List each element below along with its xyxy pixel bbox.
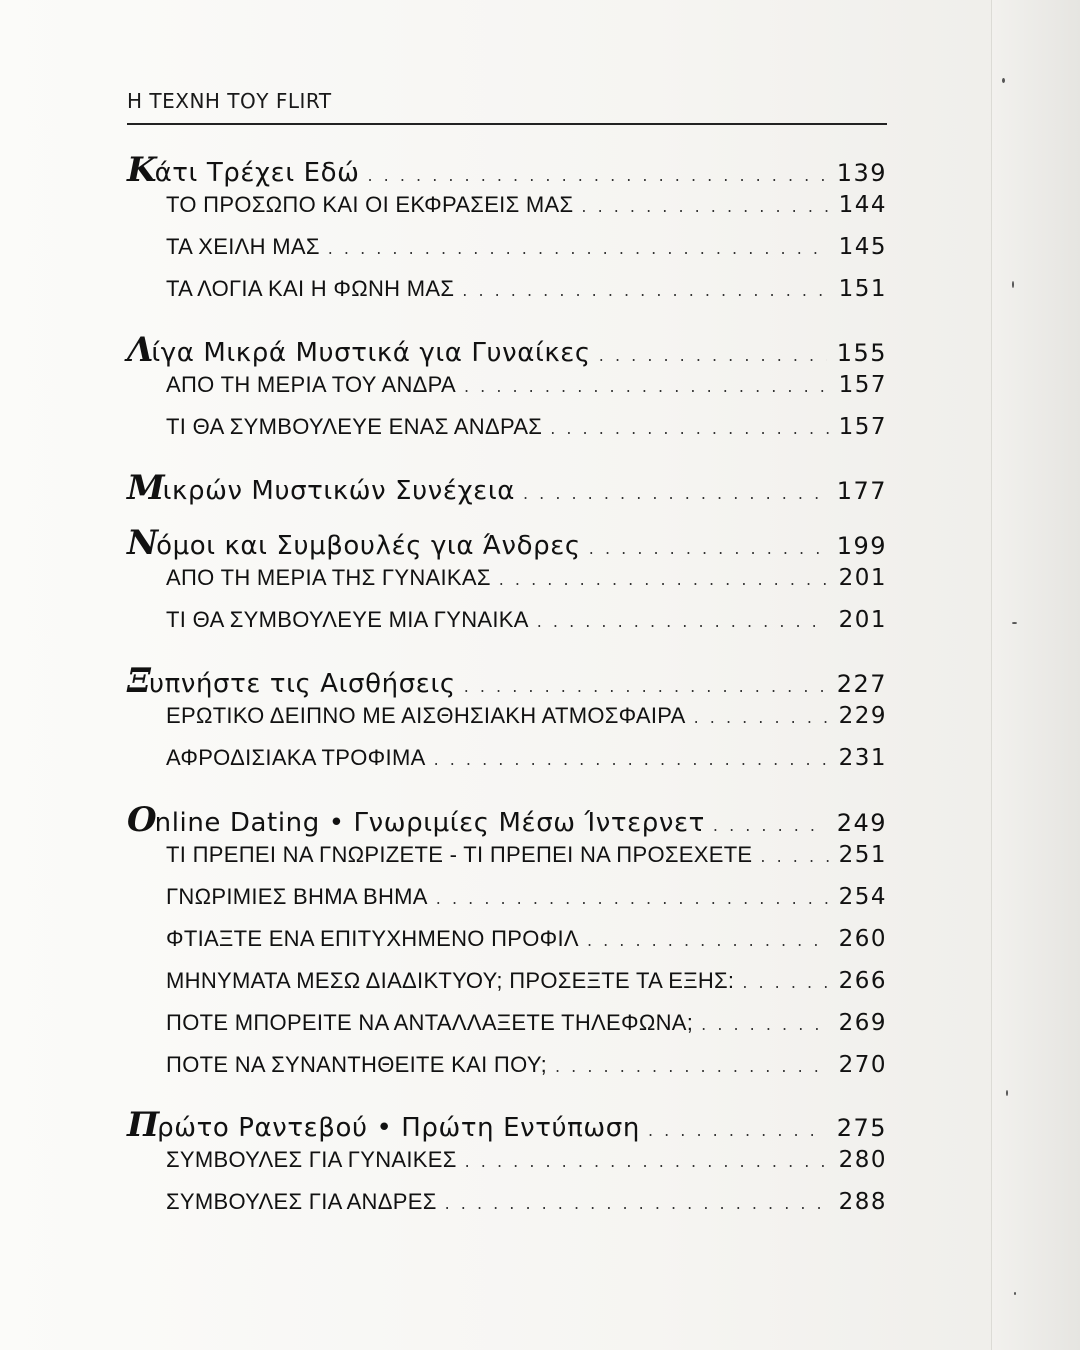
section-title: ΣΥΜΒΟΥΛΕΣ ΓΙΑ ΓΥΝΑΙΚΕΣ bbox=[166, 1147, 457, 1172]
dot-leader bbox=[465, 1152, 829, 1171]
page-number: 229 bbox=[838, 703, 887, 729]
chapter-title bbox=[127, 1105, 640, 1145]
page-number: 249 bbox=[836, 809, 887, 837]
toc-section-entry bbox=[166, 192, 887, 232]
toc-section-entry bbox=[166, 234, 887, 274]
chapter-title bbox=[127, 150, 360, 190]
page-number: 288 bbox=[838, 1189, 887, 1215]
dot-leader bbox=[589, 539, 827, 558]
toc-section-entry bbox=[166, 372, 887, 412]
chapter-initial-letter: O bbox=[127, 800, 155, 840]
section-title: ΕΡΩΤΙΚΟ ΔΕΙΠΝΟ ΜΕ ΑΙΣΘΗΣΙΑΚΗ ΑΤΜΟΣΦΑΙΡΑ bbox=[166, 703, 686, 728]
chapter-title-text: ικρών Μυστικών Συνέχεια bbox=[162, 476, 515, 506]
section-title: ΤΟ ΠΡΟΣΩΠΟ ΚΑΙ ΟΙ ΕΚΦΡΑΣΕΙΣ ΜΑΣ bbox=[166, 192, 574, 217]
chapter-title bbox=[127, 468, 515, 508]
chapter-title-text: άτι Τρέχει Εδώ bbox=[154, 158, 360, 188]
toc-section-entry bbox=[166, 565, 887, 605]
chapter-initial-letter: Λ bbox=[127, 330, 152, 370]
section-title: ΤΙ ΘΑ ΣΥΜΒΟΥΛΕΥΕ ΜΙΑ ΓΥΝΑΙΚΑ bbox=[166, 607, 529, 632]
chapter-title-text: nline Dating • Γνωριμίες Μέσω Ίντερνετ bbox=[154, 808, 705, 838]
toc-section-entry bbox=[166, 968, 887, 1008]
page-number: 231 bbox=[838, 745, 887, 771]
page-number: 266 bbox=[838, 968, 887, 994]
page-number: 144 bbox=[838, 192, 887, 218]
dot-leader bbox=[555, 1057, 829, 1076]
page-number: 280 bbox=[838, 1147, 887, 1173]
page-number: 201 bbox=[838, 607, 887, 633]
toc-section-entry bbox=[166, 842, 887, 882]
section-title: ΓΝΩΡΙΜΙΕΣ ΒΗΜΑ ΒΗΜΑ bbox=[166, 884, 428, 909]
chapter-initial-letter: Μ bbox=[127, 468, 163, 508]
dot-leader bbox=[436, 889, 829, 908]
toc-section-entry bbox=[166, 926, 887, 966]
dot-leader bbox=[694, 708, 829, 727]
page-number: 139 bbox=[836, 159, 887, 187]
chapter-title bbox=[127, 661, 456, 701]
running-head: Η ΤΕΧΝΗ ΤΟΥ FLIRT bbox=[127, 89, 332, 113]
section-title: ΑΠΟ ΤΗ ΜΕΡΙΑ ΤΟΥ ΑΝΔΡΑ bbox=[166, 372, 456, 397]
page-number: 254 bbox=[838, 884, 887, 910]
toc-section-entry bbox=[166, 607, 887, 647]
dot-leader bbox=[464, 377, 829, 396]
page-number: 201 bbox=[838, 565, 887, 591]
chapter-title-text: ρώτο Ραντεβού • Πρώτη Εντύπωση bbox=[157, 1113, 640, 1143]
chapter-title bbox=[127, 330, 591, 370]
toc-chapter-entry bbox=[127, 1105, 887, 1145]
toc-chapter-entry bbox=[127, 330, 887, 370]
toc-section-entry bbox=[166, 1010, 887, 1050]
dot-leader bbox=[581, 197, 828, 216]
dot-leader bbox=[760, 847, 828, 866]
dot-leader bbox=[499, 570, 829, 589]
dot-leader bbox=[464, 677, 827, 696]
dot-leader bbox=[713, 816, 827, 835]
toc-chapter-entry bbox=[127, 468, 887, 508]
page-number: 157 bbox=[838, 414, 887, 440]
chapter-initial-letter: Κ bbox=[127, 150, 155, 190]
dot-leader bbox=[742, 973, 828, 992]
section-title: ΣΥΜΒΟΥΛΕΣ ΓΙΑ ΑΝΔΡΕΣ bbox=[166, 1189, 437, 1214]
chapter-initial-letter: Π bbox=[127, 1105, 158, 1145]
scan-speck bbox=[1006, 1090, 1008, 1096]
dot-leader bbox=[434, 750, 829, 769]
section-title: ΠΟΤΕ ΜΠΟΡΕΙΤΕ ΝΑ ΑΝΤΑΛΛΑΞΕΤΕ ΤΗΛΕΦΩΝΑ; bbox=[166, 1010, 694, 1035]
chapter-title-text: όμοι και Συμβουλές για Άνδρες bbox=[156, 531, 581, 561]
dot-leader bbox=[701, 1015, 828, 1034]
section-title: ΦΤΙΑΞΤΕ ΕΝΑ ΕΠΙΤΥΧΗΜΕΝΟ ΠΡΟΦΙΛ bbox=[166, 926, 579, 951]
toc-section-entry bbox=[166, 1052, 887, 1092]
chapter-title-text: ίγα Μικρά Μυστικά για Γυναίκες bbox=[151, 338, 591, 368]
toc-section-entry bbox=[166, 703, 887, 743]
toc-chapter-entry bbox=[127, 150, 887, 190]
dot-leader bbox=[550, 419, 828, 438]
chapter-initial-letter: Ν bbox=[127, 523, 157, 563]
scan-speck bbox=[1002, 78, 1005, 83]
toc-chapter-entry bbox=[127, 523, 887, 563]
chapter-title bbox=[127, 523, 581, 563]
section-title: ΤΑ ΛΟΓΙΑ ΚΑΙ Η ΦΩΝΗ ΜΑΣ bbox=[166, 276, 455, 301]
section-title: ΤΙ ΘΑ ΣΥΜΒΟΥΛΕΥΕ ΕΝΑΣ ΑΝΔΡΑΣ bbox=[166, 414, 543, 439]
toc-section-entry bbox=[166, 276, 887, 316]
page-number: 151 bbox=[838, 276, 887, 302]
toc-section-entry bbox=[166, 884, 887, 924]
scan-speck bbox=[1014, 1292, 1016, 1295]
dot-leader bbox=[328, 239, 829, 258]
page-number: 145 bbox=[838, 234, 887, 260]
toc-chapter-entry bbox=[127, 661, 887, 701]
section-title: ΑΠΟ ΤΗ ΜΕΡΙΑ ΤΗΣ ΓΥΝΑΙΚΑΣ bbox=[166, 565, 491, 590]
dot-leader bbox=[648, 1121, 827, 1140]
section-title: ΤΑ ΧΕΙΛΗ ΜΑΣ bbox=[166, 234, 320, 259]
page-number: 269 bbox=[838, 1010, 887, 1036]
dot-leader bbox=[599, 346, 827, 365]
dot-leader bbox=[537, 612, 829, 631]
chapter-title-text: υπνήστε τις Αισθήσεις bbox=[148, 669, 456, 699]
toc-section-entry bbox=[166, 1147, 887, 1187]
page-number: 275 bbox=[836, 1114, 887, 1142]
toc-section-entry bbox=[166, 1189, 887, 1229]
page-number: 157 bbox=[838, 372, 887, 398]
section-title: ΑΦΡΟΔΙΣΙΑΚΑ ΤΡΟΦΙΜΑ bbox=[166, 745, 426, 770]
page-number: 155 bbox=[836, 339, 887, 367]
chapter-initial-letter: Ξ bbox=[127, 661, 149, 701]
chapter-title bbox=[127, 800, 705, 840]
page-number: 177 bbox=[836, 477, 887, 505]
section-title: ΠΟΤΕ ΝΑ ΣΥΝΑΝΤΗΘΕΙΤΕ ΚΑΙ ΠΟΥ; bbox=[166, 1052, 547, 1077]
section-title: ΜΗΝΥΜΑΤΑ ΜΕΣΩ ΔΙΑΔΙΚΤΥΟΥ; ΠΡΟΣΕΞΤΕ ΤΑ ΕΞΗΣ: bbox=[166, 968, 735, 993]
page-number: 251 bbox=[838, 842, 887, 868]
dot-leader bbox=[523, 484, 827, 503]
page-number: 199 bbox=[836, 532, 887, 560]
dot-leader bbox=[368, 166, 827, 185]
page-number: 270 bbox=[838, 1052, 887, 1078]
page-number: 260 bbox=[838, 926, 887, 952]
toc-section-entry bbox=[166, 414, 887, 454]
toc-section-entry bbox=[166, 745, 887, 785]
section-title: ΤΙ ΠΡΕΠΕΙ ΝΑ ΓΝΩΡΙΖΕΤΕ - ΤΙ ΠΡΕΠΕΙ ΝΑ ΠΡΟΣΕΧΕΤΕ bbox=[166, 842, 753, 867]
scan-speck bbox=[1012, 622, 1017, 624]
page-number: 227 bbox=[836, 670, 887, 698]
dot-leader bbox=[587, 931, 829, 950]
scan-speck bbox=[1012, 281, 1014, 288]
toc-chapter-entry bbox=[127, 800, 887, 840]
dot-leader bbox=[462, 281, 828, 300]
dot-leader bbox=[445, 1194, 829, 1213]
